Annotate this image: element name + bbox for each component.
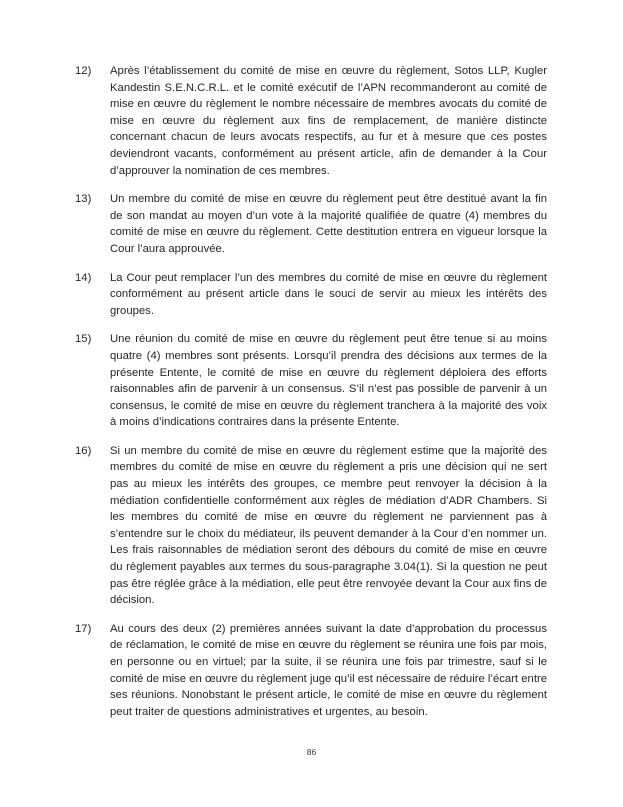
list-item-number: 14) [75,271,92,284]
list-item [75,621,547,721]
numbered-list [75,63,547,732]
list-item-text: Au cours des deux (2) premières années suivant la date d’approbation du processus de réclamation, le comité de mise en œuvre du règlement se réunira une fois par mois, en personne ou en virtuel; par la suite, il se réunira une fois par trimestre, sauf si le comité de mise en œuvre du règlement juge qu’il est nécessaire de réduire l’écart entre ses réunions. Nonobstant le présent article, le comité de mise en œuvre du règlement peut traiter de questions administratives et urgentes, au besoin. [110,622,547,718]
list-item [75,331,547,431]
list-item [75,443,547,609]
list-item-text: Après l’établissement du comité de mise en œuvre du règlement, Sotos LLP, Kugler Kandestin S.E.N.C.R.L. et le comité exécutif de l’APN recommanderont au comité de mise en œuvre du règlement le nombre nécessaire de membres avocats du comité de mise en œuvre du règlement aux fins de remplacement, de manière distincte concernant chacun de leurs avocats respectifs, au fur et à mesure que ces postes deviendront vacants, conformément au présent article, afin de demander à la Cour d’approuver la nomination de ces membres. [110,65,547,177]
list-item [75,270,547,320]
list-item-text: Si un membre du comité de mise en œuvre du règlement estime que la majorité des membres du comité de mise en œuvre du règlement a pris une décision qui ne sert pas au mieux les intérêts des groupes, ce membre peut renvoyer la décision à la médiation confidentielle conformément aux règles de médiation d’ADR Chambers. Si les membres du comité de mise en œuvre du règlement ne parviennent pas à s’entendre sur le choix du médiateur, ils peuvent demander à la Cour d’en nommer un. Les frais raisonnables de médiation seront des débours du comité de mise en œuvre du règlement payables aux termes du sous-paragraphe 3.04(1). Si la question ne peut pas être réglée grâce à la médiation, elle peut être renvoyée devant la Cour aux fins de décision. [110,444,547,607]
list-item [75,63,547,179]
list-item-number: 12) [75,65,92,77]
list-item-number: 15) [75,333,92,346]
list-item-number: 16) [75,444,92,457]
list-item-number: 17) [75,622,92,635]
list-item-text: La Cour peut remplacer l’un des membres du comité de mise en œuvre du règlement conformément au présent article dans le souci de servir au mieux les intérêts des groupes. [110,271,547,317]
list-item-text: Une réunion du comité de mise en œuvre du règlement peut être tenue si au moins quatre (4) membres sont présents. Lorsqu’il prendra des décisions aux termes de la présente Entente, le comité de mise en œuvre du règlement déploiera des efforts raisonnables afin de parvenir à un consensus. S’il n’est pas possible de parvenir à un consensus, le comité de mise en œuvre du règlement tranchera à la majorité des voix à moins d’indications contraires dans la présente Entente. [110,333,547,429]
page-number: 86 [306,747,317,757]
list-item [75,191,547,257]
list-item-number: 13) [75,193,92,206]
list-item-text: Un membre du comité de mise en œuvre du règlement peut être destitué avant la fin de son mandat au moyen d’un vote à la majorité qualifiée de quatre (4) membres du comité de mise en œuvre du règlement. Cette destitution entrera en vigueur lorsque la Cour l’aura approuvée. [110,193,547,255]
